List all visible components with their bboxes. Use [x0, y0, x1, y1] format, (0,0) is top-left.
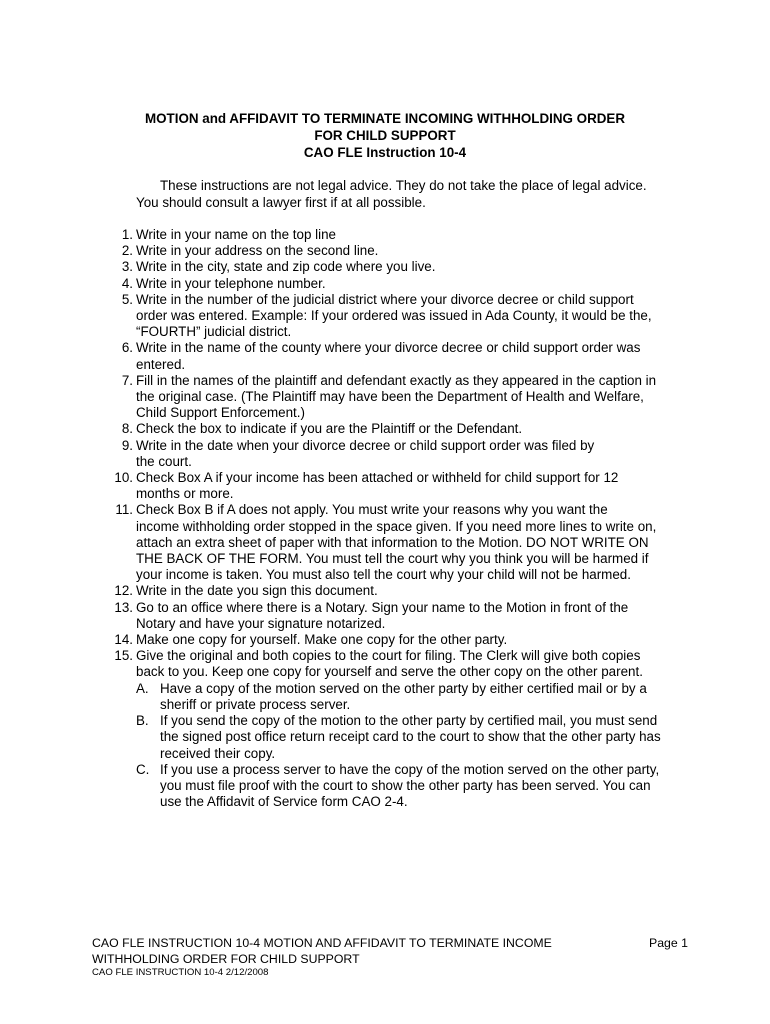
step-number: 1.: [121, 227, 133, 242]
substep-text: [160, 713, 700, 762]
step-number: 15.: [114, 648, 133, 664]
substep-text-line: you must file proof with the court to show the other party has been served. You can: [160, 777, 651, 793]
step-text-line: attach an extra sheet of paper with that information to the Motion. DO NOT WRITE ON: [136, 534, 649, 550]
title-line-2: FOR CHILD SUPPORT: [314, 128, 456, 143]
step-text: [136, 648, 700, 680]
substep-letter: B.: [136, 713, 149, 729]
substep-text-line: received their copy.: [160, 745, 276, 761]
instruction-step: [100, 600, 700, 632]
step-number: 2.: [121, 243, 133, 259]
step-text-line: Give the original and both copies to the court for filing. The Clerk will give both copies: [136, 648, 641, 664]
document-title: [100, 110, 670, 161]
instruction-step: [100, 502, 700, 583]
step-number: 5.: [121, 291, 133, 307]
substep-text-line: use the Affidavit of Service form CAO 2-4.: [160, 794, 408, 810]
step-text-line: Write in your address on the second line.: [136, 243, 379, 259]
step-text-line: Check Box A if your income has been attached or withheld for child support for 12: [136, 470, 619, 486]
instruction-step: [100, 373, 700, 422]
step-text: [136, 470, 700, 502]
instruction-step: [100, 632, 700, 648]
footer-title-line-1: CAO FLE INSTRUCTION 10-4 MOTION AND AFFIDAVIT TO TERMINATE INCOME: [92, 936, 552, 950]
step-text: [136, 227, 700, 243]
instruction-step: [100, 259, 700, 275]
disclaimer-line-1: These instructions are not legal advice. They do not take the place of legal advice.: [160, 178, 647, 193]
step-text-line: Fill in the names of the plaintiff and defendant exactly as they appeared in the caption in: [136, 372, 657, 388]
footer-title-line-2: WITHHOLDING ORDER FOR CHILD SUPPORT: [92, 951, 360, 966]
instruction-list: [100, 227, 700, 810]
step-text-line: Check the box to indicate if you are the Plaintiff or the Defendant.: [136, 421, 523, 437]
step-text: [136, 632, 700, 648]
instruction-step: [100, 340, 700, 372]
step-number: 9.: [121, 437, 133, 453]
step-text-line: your income is taken. You must also tell the court why your child will not be harmed.: [136, 567, 631, 583]
substep-text-line: Have a copy of the motion served on the other party by either certified mail or by a: [160, 680, 647, 696]
substep-text-line: If you send the copy of the motion to the other party by certified mail, you must send: [160, 713, 658, 729]
step-text-line: Check Box B if A does not apply. You must write your reasons why you want the: [136, 502, 608, 518]
step-text-line: Write in the city, state and zip code where you live.: [136, 259, 436, 275]
instruction-step: [100, 276, 700, 292]
step-text: [136, 583, 700, 599]
instruction-step: [100, 583, 700, 599]
step-text-line: Notary and have your signature notarized.: [136, 615, 386, 631]
footer-revision: CAO FLE INSTRUCTION 10-4 2/12/2008: [92, 967, 269, 978]
step-text-line: months or more.: [136, 486, 234, 502]
step-text-line: the court.: [136, 453, 192, 469]
step-number: 4.: [121, 275, 133, 291]
instruction-step: [100, 421, 700, 437]
instruction-substep: [100, 713, 700, 762]
instruction-step: [100, 292, 700, 341]
substep-letter: C.: [136, 761, 150, 777]
step-text-line: entered.: [136, 356, 186, 372]
instruction-step: [100, 243, 700, 259]
step-number: 11.: [115, 502, 133, 518]
step-text-line: “FOURTH” judicial district.: [136, 324, 292, 340]
step-text-line: Write in the date you sign this document.: [136, 583, 378, 599]
step-text-line: Make one copy for yourself. Make one copy for the other party.: [136, 632, 508, 648]
step-text-line: Write in the date when your divorce decree or child support order was filed by: [136, 437, 595, 453]
substep-text-line: sheriff or private process server.: [160, 696, 351, 712]
step-text-line: Write in the number of the judicial district where your divorce decree or child support: [136, 291, 634, 307]
instruction-step: [100, 470, 700, 502]
step-number: 7.: [121, 372, 133, 388]
step-text: [136, 243, 700, 259]
step-number: 8.: [121, 421, 133, 437]
step-text: [136, 421, 700, 437]
instruction-step: [100, 648, 700, 680]
step-text: [136, 292, 700, 341]
substep-text-line: If you use a process server to have the copy of the motion served on the other party,: [160, 761, 660, 777]
step-text: [136, 438, 700, 470]
step-text-line: back to you. Keep one copy for yourself and serve the other copy on the other parent.: [136, 664, 643, 680]
step-number: 10.: [114, 470, 133, 486]
disclaimer-line-2: You should consult a lawyer first if at all possible.: [136, 194, 426, 210]
substep-text: [160, 762, 700, 811]
step-text: [136, 340, 700, 372]
step-number: 13.: [114, 599, 133, 615]
step-text-line: Go to an office where there is a Notary. Sign your name to the Motion in front of the: [136, 599, 629, 615]
step-text-line: THE BACK OF THE FORM. You must tell the court why you think you will be harmed if: [136, 551, 649, 567]
disclaimer-paragraph: [136, 178, 647, 211]
step-text-line: order was entered. Example: If your ordered was issued in Ada County, it would be the,: [136, 308, 652, 324]
substep-letter: A.: [136, 680, 149, 696]
substep-text: [160, 681, 700, 713]
step-text: [136, 373, 700, 422]
substep-text-line: the signed post office return receipt card to the court to show that the other party has: [160, 729, 661, 745]
instruction-substep: [100, 681, 700, 713]
step-text: [136, 502, 700, 583]
step-number: 3.: [121, 259, 133, 275]
page-footer: [92, 936, 688, 979]
step-text-line: the original case. (The Plaintiff may have been the Department of Health and Welfare,: [136, 389, 644, 405]
step-text: [136, 259, 700, 275]
step-text: [136, 276, 700, 292]
title-line-1: MOTION and AFFIDAVIT TO TERMINATE INCOMING WITHHOLDING ORDER: [144, 111, 626, 126]
page-number: Page 1: [649, 936, 688, 950]
step-number: 12.: [114, 583, 133, 599]
step-text: [136, 600, 700, 632]
instruction-step: [100, 438, 700, 470]
step-text-line: Write in your telephone number.: [136, 275, 326, 291]
step-text-line: Child Support Enforcement.): [136, 405, 305, 421]
step-text-line: income withholding order stopped in the space given. If you need more lines to write on,: [136, 518, 657, 534]
step-number: 14.: [114, 632, 133, 648]
step-text-line: Write in the name of the county where your divorce decree or child support order was: [136, 340, 641, 356]
step-text-line: Write in your name on the top line: [136, 227, 336, 242]
step-number: 6.: [121, 340, 133, 356]
title-line-3: CAO FLE Instruction 10-4: [303, 145, 467, 160]
instruction-step: [100, 227, 700, 243]
instruction-substep: [100, 762, 700, 811]
